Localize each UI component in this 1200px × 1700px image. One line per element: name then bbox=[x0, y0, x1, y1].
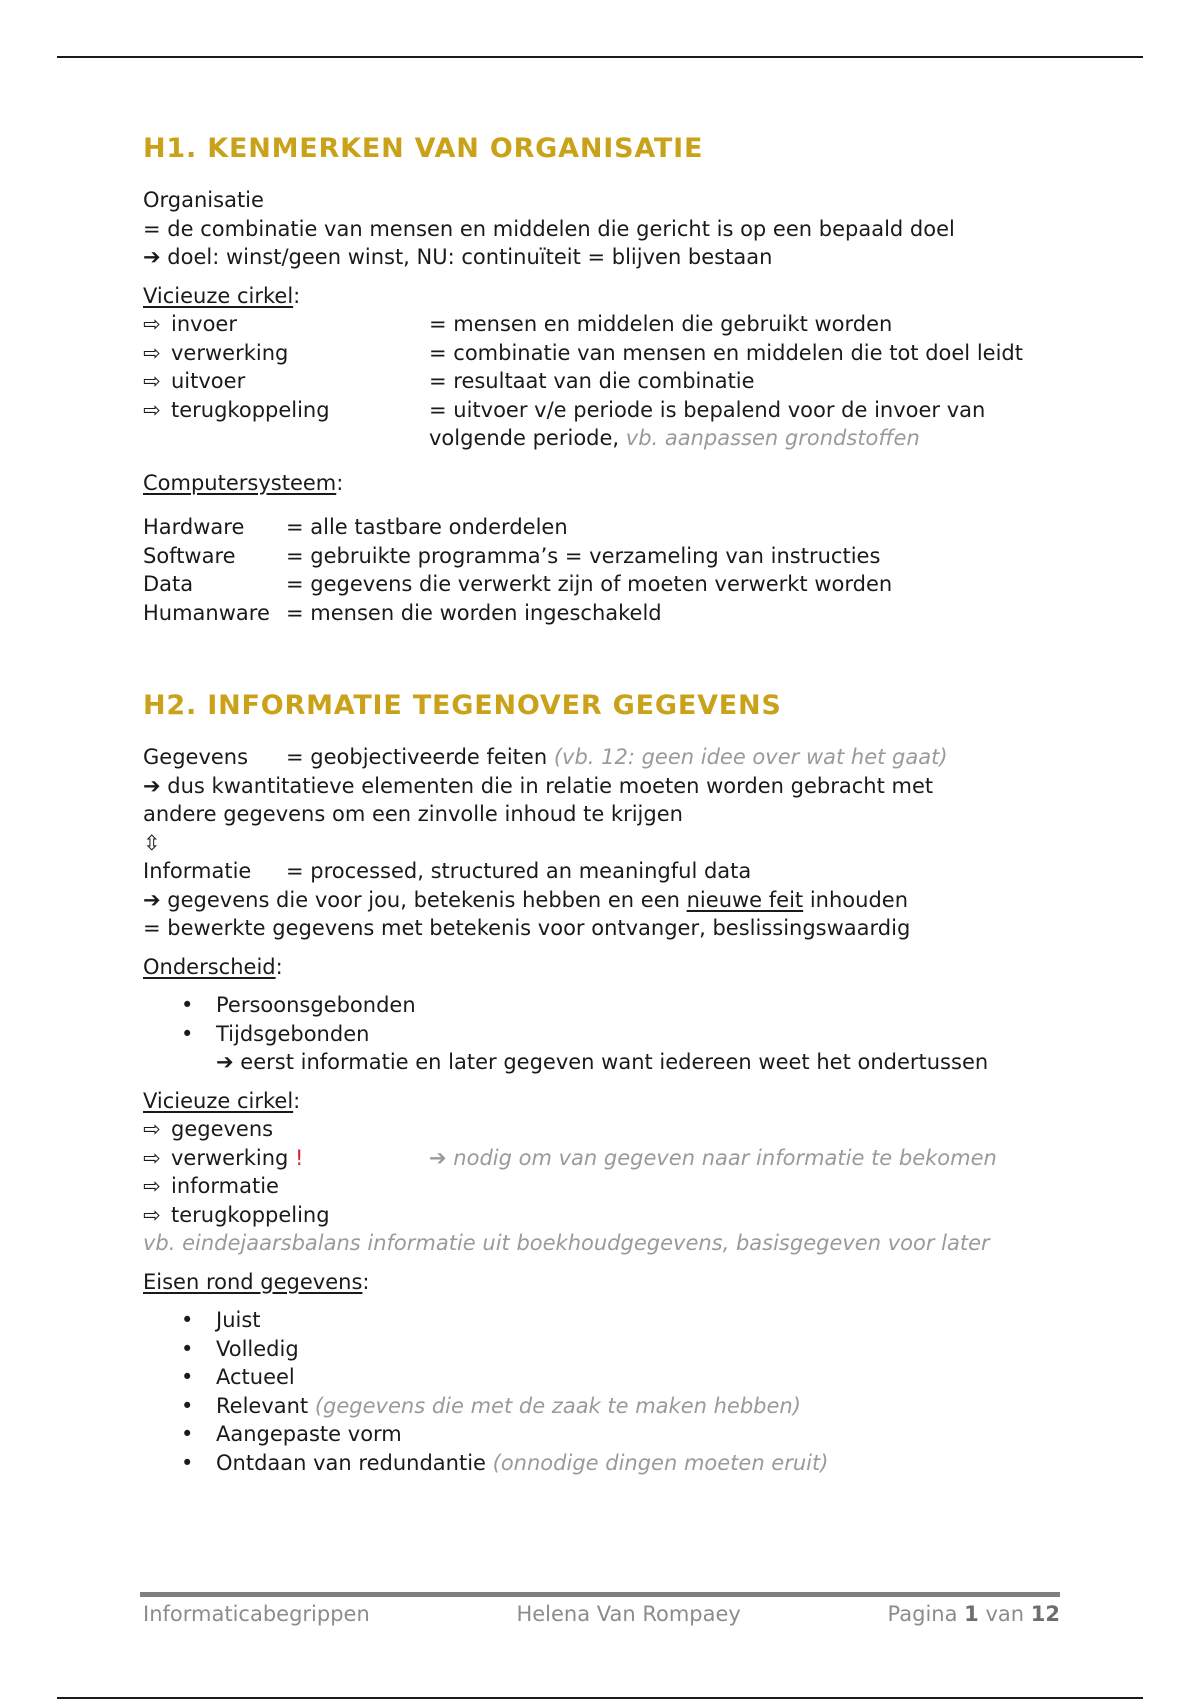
bottom-rule bbox=[57, 1697, 1143, 1699]
footer-page-number: Pagina 1 van 12 bbox=[887, 1602, 1060, 1626]
list-item: • Juist bbox=[181, 1306, 1063, 1335]
list-item: • Persoonsgebonden bbox=[181, 991, 1063, 1020]
cycle1-item: ⇨ verwerking = combinatie van mensen en middelen die tot doel leidt bbox=[143, 339, 1063, 368]
gegevens-line: andere gegevens om een zinvolle inhoud te krijgen bbox=[143, 802, 683, 826]
outline-arrow-icon: ⇨ bbox=[143, 397, 161, 422]
footer-author: Helena Van Rompaey bbox=[516, 1602, 741, 1626]
cycle2-item: ⇨ gegevens bbox=[143, 1115, 1063, 1144]
outline-arrow-icon: ⇨ bbox=[143, 1117, 161, 1141]
computer-item: Hardware = alle tastbare onderdelen bbox=[143, 515, 568, 539]
organisatie-goal: ➔ doel: winst/geen winst, NU: continuïteit = blijven bestaan bbox=[143, 245, 773, 269]
computer-item: Humanware = mensen die worden ingeschakeld bbox=[143, 600, 662, 625]
right-arrow-icon: ➔ bbox=[143, 887, 168, 912]
outline-arrow-icon: ⇨ bbox=[143, 340, 161, 365]
cycle2-item: ⇨ verwerking ! ➔ nodig om van gegeven naar informatie te bekomen bbox=[143, 1144, 1063, 1173]
informatie-definition: Informatie = processed, structured an meaningful data bbox=[143, 859, 752, 883]
document-page bbox=[143, 132, 1063, 1477]
list-item: • Relevant (gegevens die met de zaak te maken hebben) bbox=[181, 1392, 1063, 1421]
gegevens-line: ➔ dus kwantitatieve elementen die in relatie moeten worden gebracht met bbox=[143, 773, 934, 798]
list-item: • Actueel bbox=[181, 1363, 1063, 1392]
right-arrow-icon: ➔ bbox=[143, 773, 168, 798]
outline-arrow-icon: ⇨ bbox=[143, 1174, 161, 1198]
cycle2-title: Vicieuze cirkel: bbox=[143, 1088, 301, 1113]
cycle2-item: ⇨ terugkoppeling bbox=[143, 1201, 1063, 1230]
up-down-arrow-icon: ⇳ bbox=[143, 830, 161, 855]
footer-rule bbox=[140, 1592, 1060, 1597]
outline-arrow-icon: ⇨ bbox=[143, 369, 161, 393]
right-arrow-icon: ➔ bbox=[429, 1145, 454, 1170]
list-item: • Tijdsgebonden bbox=[181, 1020, 1063, 1049]
cycle1-title: Vicieuze cirkel: bbox=[143, 283, 301, 308]
page-footer bbox=[143, 1602, 1060, 1626]
list-item: • Ontdaan van redundantie (onnodige dingen moeten eruit) bbox=[181, 1449, 1063, 1478]
cycle2-list bbox=[143, 1115, 1063, 1229]
computer-list bbox=[143, 513, 1063, 627]
section1-heading: H1. KENMERKEN VAN ORGANISATIE bbox=[143, 133, 704, 164]
onderscheid-title: Onderscheid: bbox=[143, 954, 283, 979]
section2-heading: H2. INFORMATIE TEGENOVER GEGEVENS bbox=[143, 690, 782, 721]
list-item: • Aangepaste vorm bbox=[181, 1420, 1063, 1449]
gegevens-definition: Gegevens = geobjectiveerde feiten (vb. 12: geen idee over wat het gaat) bbox=[143, 745, 948, 769]
organisatie-term: Organisatie bbox=[143, 188, 264, 212]
cycle1-item: ⇨ invoer = mensen en middelen die gebruikt worden bbox=[143, 310, 1063, 339]
cycle1-list bbox=[143, 310, 1063, 453]
right-arrow-icon: ➔ bbox=[143, 245, 168, 269]
onderscheid-list bbox=[143, 991, 1063, 1048]
outline-arrow-icon: ⇨ bbox=[143, 312, 161, 336]
right-arrow-icon: ➔ bbox=[216, 1050, 241, 1074]
computer-item: Software = gebruikte programma’s = verzameling van instructies bbox=[143, 543, 881, 568]
outline-arrow-icon: ⇨ bbox=[143, 1202, 161, 1227]
exclamation-mark: ! bbox=[295, 1145, 304, 1170]
eisen-title: Eisen rond gegevens: bbox=[143, 1269, 370, 1294]
cycle1-item: ⇨ terugkoppeling = uitvoer v/e periode is bepalend voor de invoer van volgende periode, vb. aanpassen grondstoffen bbox=[143, 397, 986, 450]
cycle2-item: ⇨ informatie bbox=[143, 1172, 1063, 1201]
onderscheid-note: ➔ eerst informatie en later gegeven want iedereen weet het ondertussen bbox=[216, 1050, 989, 1074]
cycle2-example: vb. eindejaarsbalans informatie uit boekhoudgegevens, basisgegeven voor later bbox=[143, 1231, 990, 1255]
footer-course: Informaticabegrippen bbox=[143, 1602, 370, 1626]
cycle1-item: ⇨ uitvoer = resultaat van die combinatie bbox=[143, 367, 1063, 396]
informatie-line: = bewerkte gegevens met betekenis voor ontvanger, beslissingswaardig bbox=[143, 916, 911, 940]
cycle1-example: vb. aanpassen grondstoffen bbox=[625, 426, 920, 450]
computer-title: Computersysteem: bbox=[143, 470, 344, 495]
list-item: • Volledig bbox=[181, 1335, 1063, 1364]
top-rule bbox=[57, 56, 1143, 58]
organisatie-definition: = de combinatie van mensen en middelen die gericht is op een bepaald doel bbox=[143, 216, 955, 241]
computer-item: Data = gegevens die verwerkt zijn of moeten verwerkt worden bbox=[143, 572, 893, 596]
informatie-line: ➔ gegevens die voor jou, betekenis hebben en een nieuwe feit inhouden bbox=[143, 887, 909, 912]
eisen-list bbox=[143, 1306, 1063, 1477]
outline-arrow-icon: ⇨ bbox=[143, 1145, 161, 1170]
